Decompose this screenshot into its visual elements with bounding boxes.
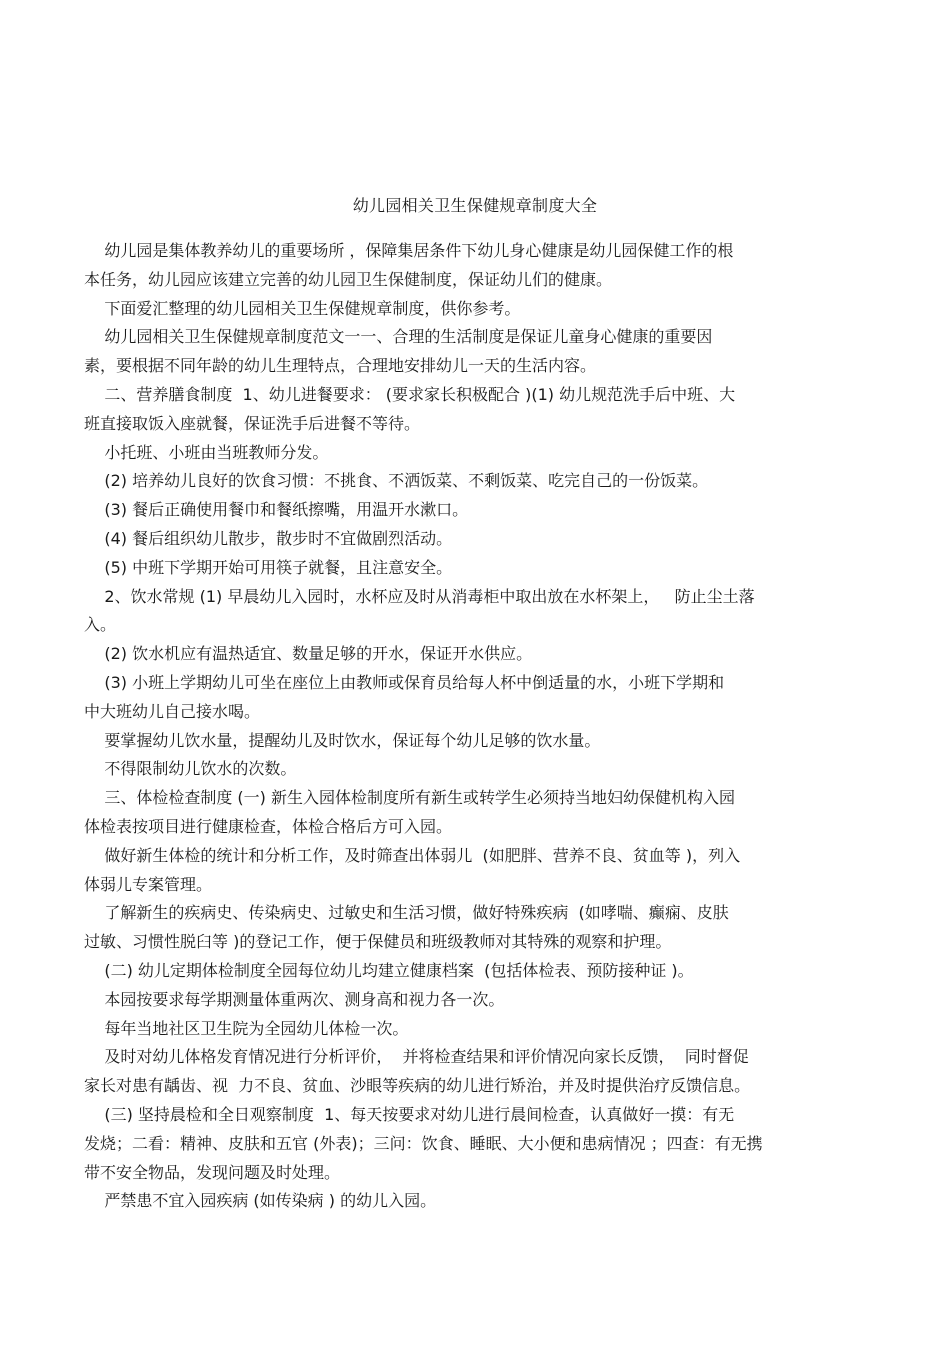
paragraph: (5) 中班下学期开始可用筷子就餐，且注意安全。 [84, 557, 453, 577]
document-body [84, 237, 866, 1216]
paragraph: 2、饮水常规 (1) 早晨幼儿入园时，水杯应及时从消毒柜中取出放在水杯架上， 防止尘土落 入。 [84, 586, 755, 635]
paragraph: 了解新生的疾病史、传染病史、过敏史和生活习惯，做好特殊疾病 (如哮喘、癫痫、皮肤 过敏、习惯性脱臼等 )的登记工作，便于保健员和班级教师对其特殊的观察和护理。 [84, 903, 729, 952]
paragraph: 每年当地社区卫生院为全园幼儿体检一次。 [84, 1018, 409, 1038]
paragraph: (二) 幼儿定期体检制度全园每位幼儿均建立健康档案 (包括体检表、预防接种证 )。 [84, 960, 694, 980]
paragraph: 二、营养膳食制度 1、幼儿进餐要求： (要求家长积极配合 )(1) 幼儿规范洗手后中班、大 班直接取饭入座就餐，保证洗手后进餐不等待。 [84, 384, 736, 433]
paragraph: (三) 坚持晨检和全日观察制度 1、每天按要求对幼儿进行晨间检查，认真做好一摸：有无 发烧；二看：精神、皮肤和五官 (外表)；三问：饮食、睡眠、大小便和患病情况 ；四查：有无携 带不安全物品，发现问题及时处理。 [84, 1104, 763, 1182]
paragraph: 三、体检检查制度 (一) 新生入园体检制度所有新生或转学生必须持当地妇幼保健机构入园 体检表按项目进行健康检查，体检合格后方可入园。 [84, 788, 736, 836]
paragraph: (3) 小班上学期幼儿可坐在座位上由教师或保育员给每人杯中倒适量的水，小班下学期和 中大班幼儿自己接水喝。 [84, 672, 725, 721]
paragraph: 要掌握幼儿饮水量，提醒幼儿及时饮水，保证每个幼儿足够的饮水量。 [84, 730, 601, 750]
paragraph: 下面爱汇整理的幼儿园相关卫生保健规章制度，供你参考。 [84, 298, 521, 318]
paragraph: 小托班、小班由当班教师分发。 [84, 442, 329, 462]
paragraph: 幼儿园是集体教养幼儿的重要场所 ，保障集居条件下幼儿身心健康是幼儿园保健工作的根 本任务，幼儿园应该建立完善的幼儿园卫生保健制度，保证幼儿们的健康。 [84, 241, 734, 289]
paragraph: (4) 餐后组织幼儿散步，散步时不宜做剧烈活动。 [84, 528, 453, 548]
paragraph: 本园按要求每学期测量体重两次、测身高和视力各一次。 [84, 989, 505, 1009]
paragraph: 幼儿园相关卫生保健规章制度范文一一、合理的生活制度是保证儿童身心健康的重要因 素，要根据不同年龄的幼儿生理特点，合理地安排幼儿一天的生活内容。 [84, 327, 713, 376]
paragraph: (2) 饮水机应有温热适宜、数量足够的开水，保证开水供应。 [84, 644, 533, 664]
paragraph: (3) 餐后正确使用餐巾和餐纸擦嘴，用温开水漱口。 [84, 500, 469, 520]
document-title: 幼儿园相关卫生保健规章制度大全 [352, 196, 598, 215]
paragraph: 及时对幼儿体格发育情况进行分析评价， 并将检查结果和评价情况向家长反馈， 同时督促 家长对患有龋齿、视 力不良、贫血、沙眼等疾病的幼儿进行矫治，并及时提供治疗反馈信息。 [84, 1047, 751, 1096]
paragraph: 做好新生体检的统计和分析工作，及时筛查出体弱儿 (如肥胖、营养不良、贫血等 )，列入 体弱儿专案管理。 [84, 845, 741, 894]
paragraph: 严禁患不宜入园疾病 (如传染病 ) 的幼儿入园。 [84, 1191, 437, 1211]
paragraph: (2) 培养幼儿良好的饮食习惯：不挑食、不洒饭菜、不剩饭菜、吃完自己的一份饭菜。 [84, 471, 709, 491]
paragraph: 不得限制幼儿饮水的次数。 [84, 759, 297, 779]
